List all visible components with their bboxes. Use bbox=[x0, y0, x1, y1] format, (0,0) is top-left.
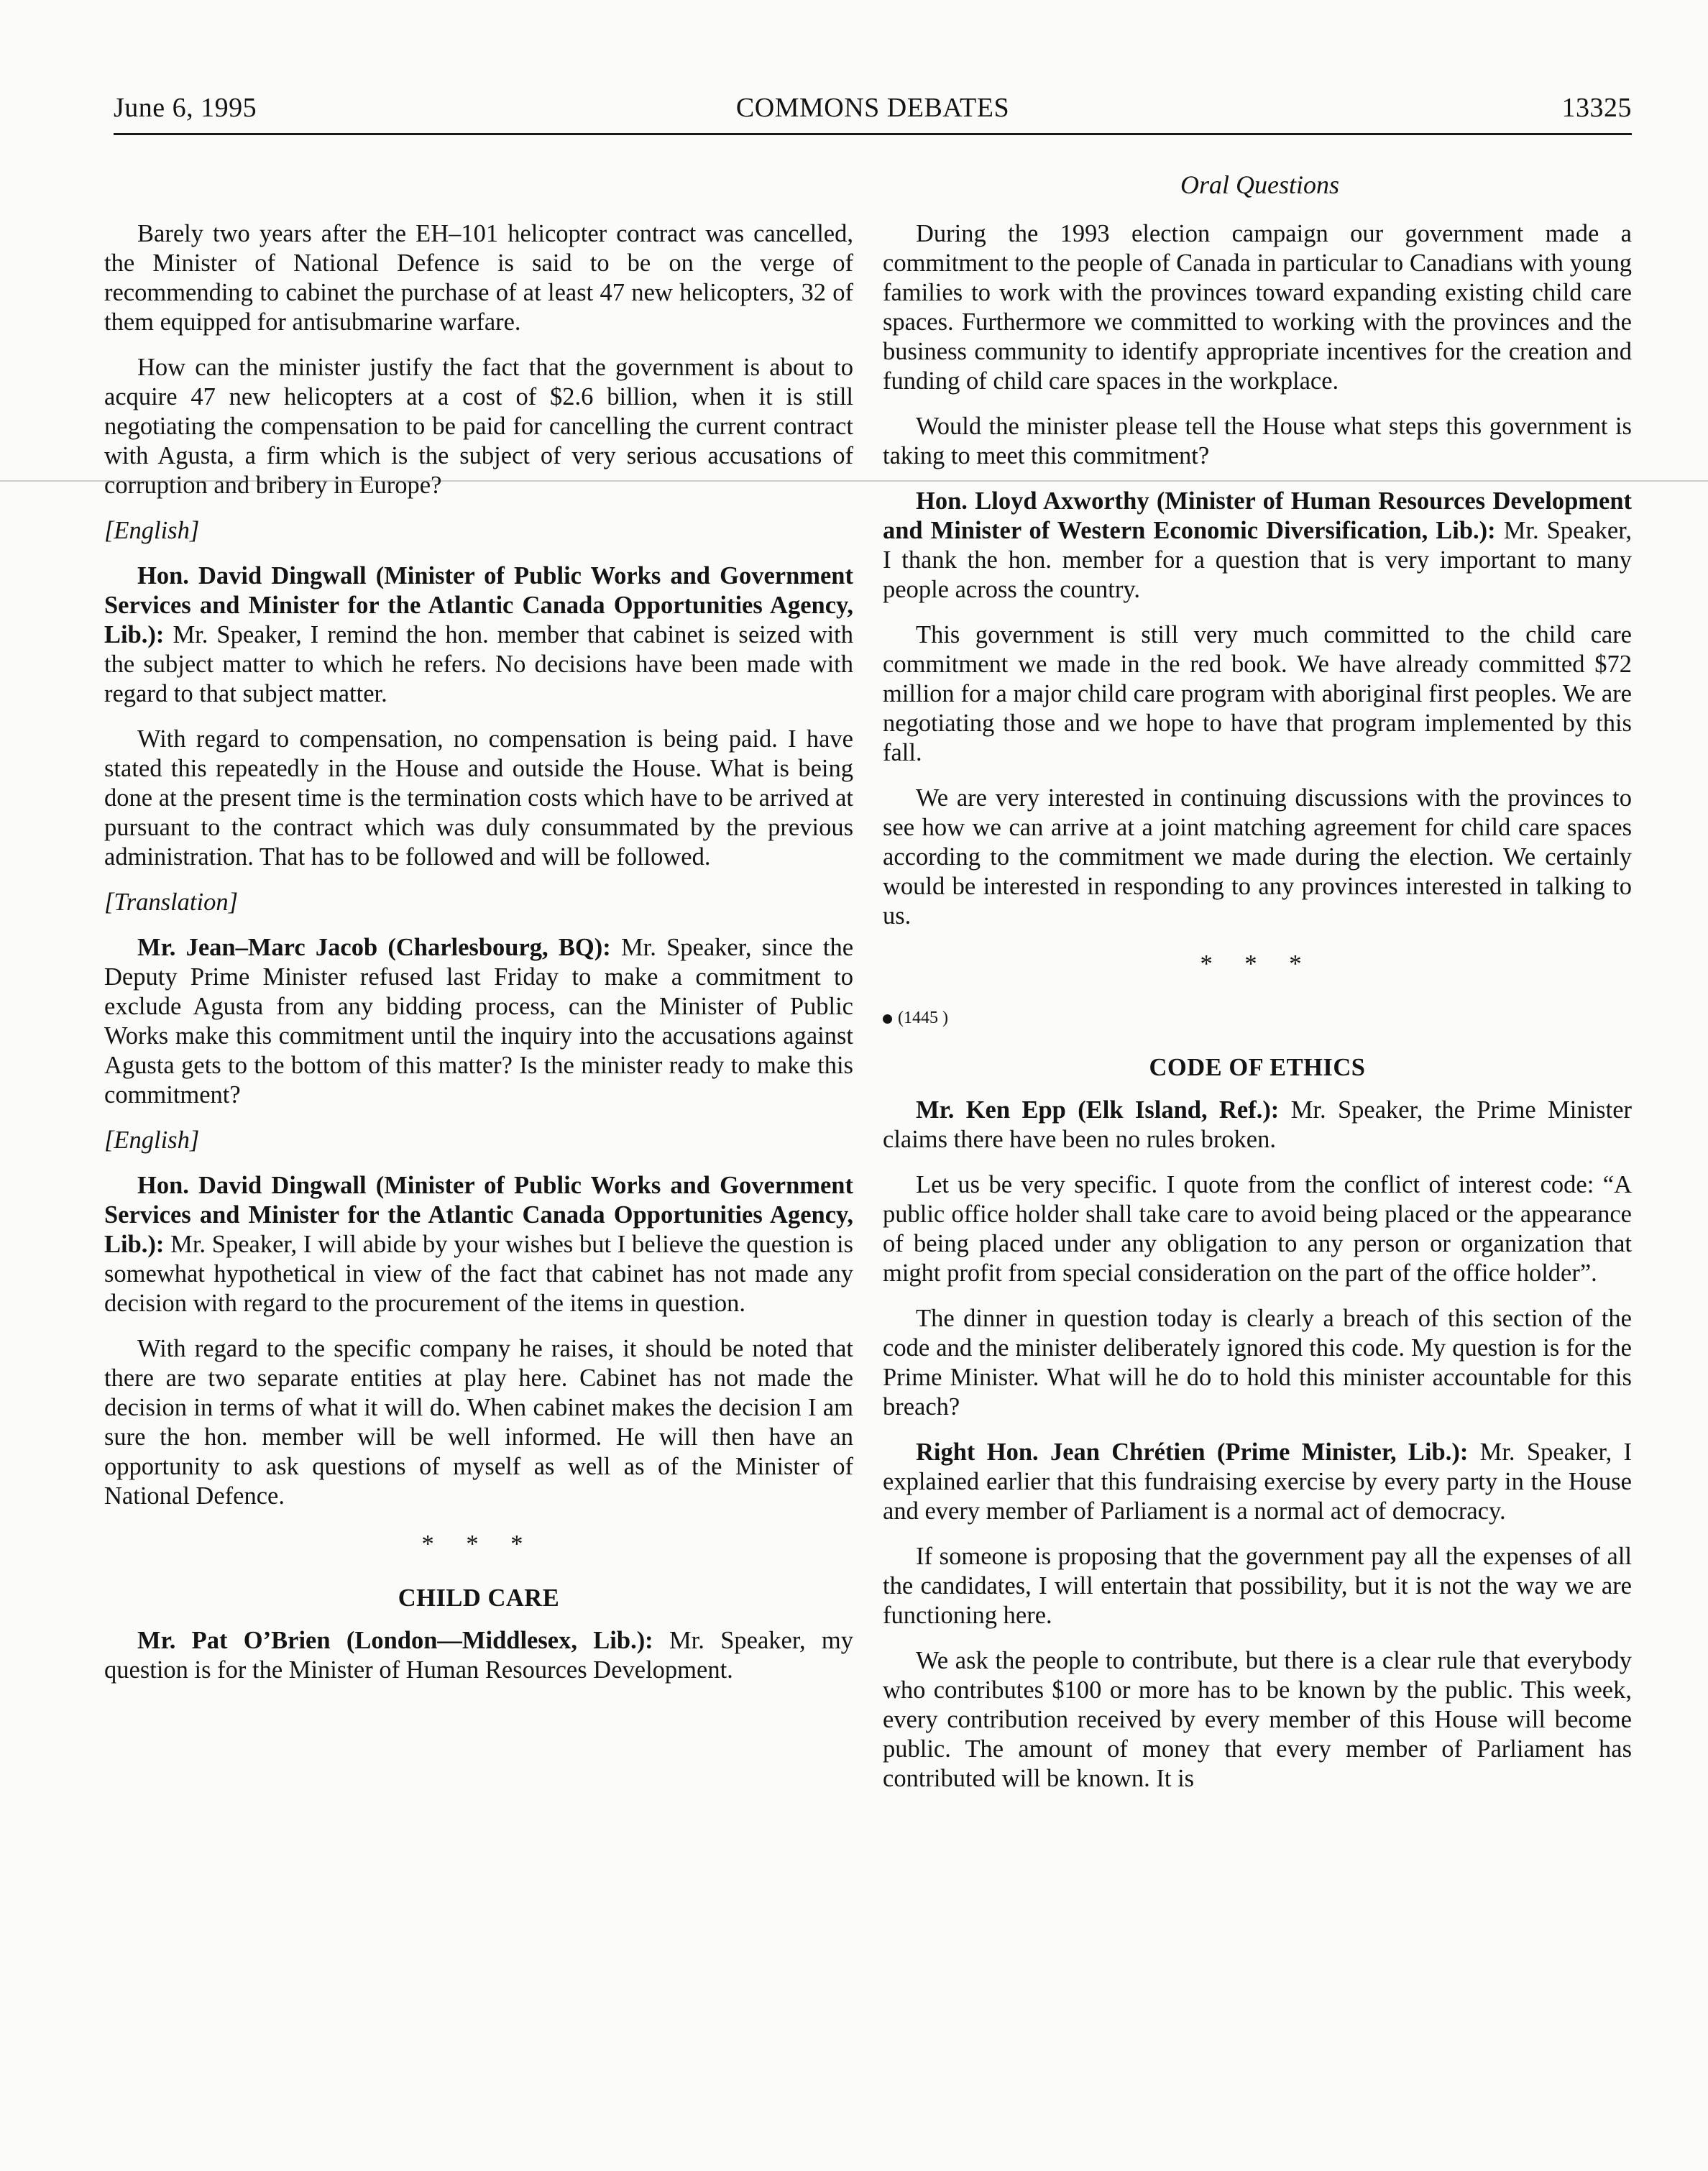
section-heading: CODE OF ETHICS bbox=[1149, 1054, 1366, 1081]
speech-paragraph bbox=[104, 933, 853, 1110]
paragraph: Barely two years after the EH–101 helicopter contract was cancelled, the Minister of National Defence is said to be on the verge of recommending to cabinet the purchase of at least 47 new helicopters, 32 of them equipped for antisubmarine warfare. bbox=[104, 220, 853, 336]
speech-text: Mr. Speaker, I remind the hon. member that cabinet is seized with the subject matter to which he refers. No decisions have been made with regard to that subject matter. bbox=[104, 621, 853, 707]
speech-text: Mr. Speaker, the Prime Minister claims there have been no rules broken. bbox=[883, 1096, 1632, 1153]
paragraph: With regard to the specific company he raises, it should be noted that there are two separate entities at play here. Cabinet has not made the decision in terms of what it will do. When cabinet makes the decision I am sure the hon. member will be well informed. He will then have an opportunity to ask questions of myself as well as of the Minister of National Defence. bbox=[104, 1335, 853, 1510]
speech-paragraph bbox=[104, 1626, 853, 1685]
section-divider: * * * bbox=[421, 1530, 536, 1558]
section-label: Oral Questions bbox=[1180, 170, 1339, 199]
speech-paragraph bbox=[104, 1171, 853, 1318]
speaker-name: Right Hon. Jean Chrétien (Prime Minister, Lib.): bbox=[916, 1438, 1469, 1466]
paragraph: We are very interested in continuing discussions with the provinces to see how we can arrive at a joint matching agreement for child care spaces according to the commitment we made during the election. We certainly would be interested in responding to any provinces interested in talking to us. bbox=[883, 784, 1632, 930]
paragraph: Would the minister please tell the House what steps this government is taking to meet this commitment? bbox=[883, 413, 1632, 469]
language-tag: [English] bbox=[104, 517, 200, 544]
paragraph: Let us be very specific. I quote from the conflict of interest code: “A public office holder shall take care to avoid being placed or the appearance of being placed under any obligation to any person or organization that might profit from special consideration on the part of the office holder”. bbox=[883, 1171, 1632, 1287]
header-date: June 6, 1995 bbox=[114, 93, 257, 123]
speaker-name: Mr. Ken Epp (Elk Island, Ref.): bbox=[916, 1096, 1280, 1124]
paragraph: How can the minister justify the fact that the government is about to acquire 47 new helicopters at a cost of $2.6 billion, when it is still negotiating the compensation to be paid for cancelling the current contract with Agusta, a firm which is the subject of very serious accusations of corruption and bribery in Europe? bbox=[104, 354, 853, 499]
language-tag: [English] bbox=[104, 1126, 200, 1154]
speaker-name: Hon. David Dingwall (Minister of Public Works and Government Services and Minister for the Atlantic Canada Opportunities Agency, Lib.): bbox=[104, 562, 853, 648]
speech-paragraph bbox=[883, 1438, 1632, 1526]
speaker-name: Hon. David Dingwall (Minister of Public Works and Government Services and Minister for the Atlantic Canada Opportunities Agency, Lib.): bbox=[104, 1172, 853, 1258]
bullet-icon bbox=[883, 1014, 892, 1024]
paragraph: The dinner in question today is clearly a breach of this section of the code and the minister deliberately ignored this code. My question is for the Prime Minister. What will he do to hold this minister accountable for this breach? bbox=[883, 1305, 1632, 1420]
timestamp-text: (1445 ) bbox=[898, 1009, 948, 1027]
speech-paragraph bbox=[104, 561, 853, 709]
header-title: COMMONS DEBATES bbox=[735, 93, 1010, 123]
speech-paragraph bbox=[883, 1096, 1632, 1155]
language-tag: [Translation] bbox=[104, 889, 238, 916]
timestamp bbox=[883, 1004, 1632, 1033]
page-header bbox=[114, 85, 1632, 135]
speech-text: Mr. Speaker, my question is for the Minister of Human Resources Development. bbox=[104, 1627, 853, 1684]
paragraph: If someone is proposing that the government pay all the expenses of all the candidates, I will entertain that possibility, but it is not the way we are functioning here. bbox=[883, 1543, 1632, 1629]
speech-text: Mr. Speaker, I explained earlier that this fundraising exercise by every party in the House and every member of Parliament is a normal act of democracy. bbox=[883, 1438, 1632, 1525]
speech-text: Mr. Speaker, since the Deputy Prime Minister refused last Friday to make a commitment to exclude Agusta from any bidding process, can the Minister of Public Works make this commitment until the inquiry into the accusations against Agusta gets to the bottom of this matter? Is the minister ready to make this commitment? bbox=[104, 934, 854, 1109]
paragraph: During the 1993 election campaign our government made a commitment to the people of Canada in particular to Canadians with young families to work with the provinces toward expanding existing child care spaces. Furthermore we committed to working with the provinces and the business community to identify appropriate incentives for the creation and funding of child care spaces in the workplace. bbox=[883, 220, 1632, 395]
right-column bbox=[883, 219, 1632, 1809]
speech-paragraph bbox=[883, 487, 1632, 605]
paragraph: We ask the people to contribute, but there is a clear rule that everybody who contributes $100 or more has to be known by the public. This week, every contribution received by every member of this House will become public. The amount of money that every member of Parliament has contributed will be known. It is bbox=[883, 1647, 1632, 1792]
section-heading: CHILD CARE bbox=[398, 1584, 560, 1612]
speech-text: Mr. Speaker, I will abide by your wishes but I believe the question is somewhat hypothetical in view of the fact that cabinet has not made any decision with regard to the procurement of the items in question. bbox=[104, 1231, 853, 1317]
speaker-name: Mr. Pat O’Brien (London—Middlesex, Lib.): bbox=[137, 1627, 653, 1654]
section-divider: * * * bbox=[1200, 950, 1315, 978]
header-page-number: 13325 bbox=[1561, 93, 1632, 123]
paragraph: With regard to compensation, no compensation is being paid. I have stated this repeatedly in the House and outside the House. What is being done at the present time is the termination costs which have to be arrived at pursuant to the contract which was duly consummated by the previous administration. That has to be followed and will be followed. bbox=[104, 725, 853, 871]
paragraph: This government is still very much committed to the child care commitment we made in the red book. We have already committed $72 million for a major child care program with aboriginal first peoples. We are negotiating those and we hope to have that program implemented by this fall. bbox=[883, 621, 1632, 766]
left-column bbox=[104, 219, 853, 1701]
speaker-name: Mr. Jean–Marc Jacob (Charlesbourg, BQ): bbox=[137, 934, 611, 961]
speaker-name: Hon. Lloyd Axworthy (Minister of Human Resources Development and Minister of Western Economic Diversification, Lib.): bbox=[883, 487, 1632, 544]
speech-text: Mr. Speaker, I thank the hon. member for a question that is very important to many people across the country. bbox=[883, 517, 1632, 603]
